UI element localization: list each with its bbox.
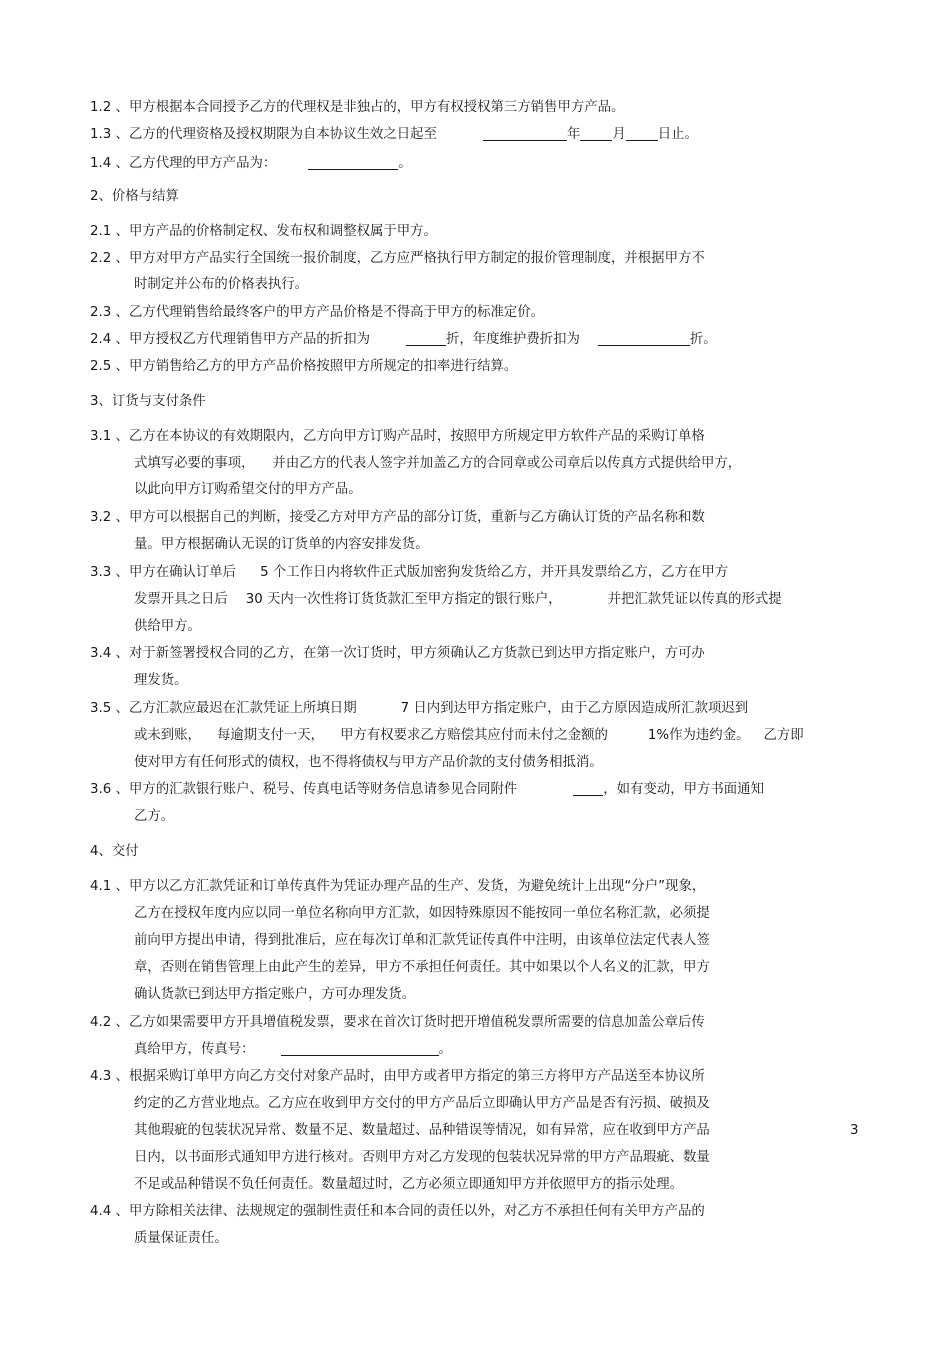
clause-4-3-cont4 — [134, 1176, 683, 1194]
period: 。 — [398, 156, 412, 171]
clause-text: 发票开具之日后 — [134, 592, 228, 607]
clause-text: 7 日内到达甲方指定账户，由于乙方原因造成所汇款项迟到 — [400, 701, 749, 716]
clause-text: 4.2 、乙方如果需要甲方开具增值税发票，要求在首次订货时把开增值税发票所需要的信息加盖公章后传 — [90, 1015, 705, 1030]
clause-text: 3.4 、对于新签署授权合同的乙方，在第一次订货时，甲方须确认乙方货款已到达甲方指定账户，方可办 — [90, 646, 705, 661]
clause-2-5 — [90, 358, 517, 376]
clause-4-3-cont — [134, 1095, 710, 1113]
clause-text: 不足或品种错误不负任何责任。数量超过时，乙方必须立即通知甲方并依照甲方的指示处理。 — [134, 1177, 684, 1192]
clause-text: 前向甲方提出申请，得到批准后，应在每次订单和汇款凭证传真件中注明，由该单位法定代表人签 — [134, 933, 710, 948]
clause-text: 2.2 、甲方对甲方产品实行全国统一报价制度，乙方应严格执行甲方制定的报价管理制度，并根据甲方不 — [90, 251, 705, 266]
clause-text: 乙方。 — [134, 809, 175, 824]
clause-3-1 — [90, 428, 705, 446]
clause-text: 并把汇款凭证以传真的形式提 — [607, 592, 782, 607]
clause-3-4 — [90, 645, 705, 663]
end-year-blank[interactable] — [483, 126, 567, 141]
clause-text: 3.3 、甲方在确认订单后 — [90, 565, 237, 580]
clause-text: 1%作为违约金。 — [647, 728, 750, 743]
clause-text: 理发货。 — [134, 673, 188, 688]
clause-4-3-cont3 — [134, 1149, 710, 1167]
clause-text: 甲方有权要求乙方赔偿其应付而未付之金额的 — [340, 728, 608, 743]
clause-4-4-cont — [134, 1230, 228, 1248]
clause-3-1-cont2 — [134, 481, 362, 499]
day-label: 日止。 — [657, 127, 698, 142]
clause-3-5 — [90, 700, 748, 718]
clause-text: 折。 — [689, 332, 717, 347]
period: 。 — [438, 1042, 452, 1057]
clause-text: 1.3 、乙方的代理资格及授权期限为自本协议生效之日起至 — [90, 127, 437, 142]
clause-text: 日内，以书面形式通知甲方进行核对。否则甲方对乙方发现的包装状况异常的甲方产品瑕疵、数量 — [134, 1150, 710, 1165]
clause-text: 质量保证责任。 — [134, 1231, 228, 1246]
section-title: 3、订货与支付条件 — [90, 394, 206, 409]
clause-text: 以此向甲方订购希望交付的甲方产品。 — [134, 482, 362, 497]
clause-2-1 — [90, 223, 437, 241]
clause-text: 2.4 、甲方授权乙方代理销售甲方产品的折扣为 — [90, 332, 370, 347]
clause-text: 2.5 、甲方销售给乙方的甲方产品价格按照甲方所规定的扣率进行结算。 — [90, 359, 518, 374]
clause-text: 2.1 、甲方产品的价格制定权、发布权和调整权属于甲方。 — [90, 224, 437, 239]
clause-text: 使对甲方有任何形式的债权，也不得将债权与甲方产品价款的支付债务相抵消。 — [134, 755, 603, 770]
clause-text: 每逾期支付一天， — [216, 728, 325, 743]
clause-3-2-cont — [134, 536, 429, 554]
days-number: 3 — [850, 1123, 859, 1138]
product-blank[interactable] — [308, 155, 398, 170]
clause-text: 3.6 、甲方的汇款银行账户、税号、传真电话等财务信息请参见合同附件 — [90, 782, 518, 797]
clause-3-5-cont2 — [134, 754, 603, 772]
clause-text: 30 天内一次性将订货货款汇至甲方指定的银行账户， — [245, 592, 562, 607]
clause-2-2 — [90, 250, 705, 268]
clause-4-3-cont2 — [134, 1122, 710, 1140]
maintenance-discount-blank[interactable] — [598, 331, 690, 346]
clause-text: 乙方在授权年度内应以同一单位名称向甲方汇款，如因特殊原因不能按同一单位名称汇款，必须提 — [134, 906, 710, 921]
clause-2-2-cont — [134, 276, 308, 294]
end-month-blank[interactable] — [580, 126, 612, 141]
clause-text: 折，年度维护费折扣为 — [445, 332, 580, 347]
clause-1-2 — [90, 99, 624, 117]
clause-text: 其他瑕疵的包装状况异常、数量不足、数量超过、品种错误等情况，如有异常，应在收到甲方产品 — [134, 1123, 710, 1138]
clause-4-2-cont — [134, 1041, 452, 1059]
section-3-heading — [90, 393, 206, 411]
clause-1-3 — [90, 126, 698, 144]
clause-3-3-cont2 — [134, 618, 201, 636]
clause-text: 约定的乙方营业地点。乙方应在收到甲方交付的甲方产品后立即确认甲方产品是否有污损、破损及 — [134, 1096, 710, 1111]
clause-text: ，如有变动，甲方书面通知 — [603, 782, 764, 797]
clause-text: 5 个工作日内将软件正式版加密狗发货给乙方，并开具发票给乙方，乙方在甲方 — [260, 565, 729, 580]
clause-text: 2.3 、乙方代理销售给最终客户的甲方产品价格是不得高于甲方的标准定价。 — [90, 305, 545, 320]
section-title: 4、交付 — [90, 844, 139, 859]
clause-3-1-cont — [134, 455, 741, 473]
section-title: 2、价格与结算 — [90, 189, 179, 204]
clause-text: 章，否则在销售管理上由此产生的差异，甲方不承担任何责任。其中如果以个人名义的汇款，甲方 — [134, 960, 710, 975]
clause-4-1-cont4 — [134, 986, 415, 1004]
clause-text: 4.3 、根据采购订单甲方向乙方交付对象产品时，由甲方或者甲方指定的第三方将甲方产品送至本协议所 — [90, 1069, 705, 1084]
clause-text: 供给甲方。 — [134, 619, 201, 634]
clause-4-1 — [90, 878, 705, 896]
discount-blank[interactable] — [406, 331, 446, 346]
appendix-blank[interactable] — [573, 781, 603, 796]
clause-3-6-cont — [134, 808, 174, 826]
clause-text: 3.5 、乙方汇款应最迟在汇款凭证上所填日期 — [90, 701, 357, 716]
clause-3-6 — [90, 781, 764, 799]
clause-3-3-cont — [134, 591, 782, 609]
year-label: 年 — [566, 127, 581, 142]
clause-4-1-cont3 — [134, 959, 710, 977]
clause-text: 1.4 、乙方代理的甲方产品为： — [90, 156, 277, 171]
clause-4-1-cont — [134, 905, 710, 923]
clause-text: 或未到账， — [134, 728, 201, 743]
clause-text: 3.2 、甲方可以根据自己的判断，接受乙方对甲方产品的部分订货，重新与乙方确认订货的产品名称和数 — [90, 510, 705, 525]
clause-1-4 — [90, 155, 412, 173]
clause-3-3 — [90, 564, 728, 582]
clause-text: 4.4 、甲方除相关法律、法规规定的强制性责任和本合同的责任以外，对乙方不承担任何有关甲方产品的 — [90, 1204, 705, 1219]
clause-text: 3.1 、乙方在本协议的有效期限内，乙方向甲方订购产品时，按照甲方所规定甲方软件产品的采购订单格 — [90, 429, 705, 444]
clause-3-2 — [90, 509, 705, 527]
clause-text: 并由乙方的代表人签字并加盖乙方的合同章或公司章后以传真方式提供给甲方， — [272, 456, 742, 471]
clause-text: 确认货款已到达甲方指定账户，方可办理发货。 — [134, 987, 416, 1002]
end-day-blank[interactable] — [626, 126, 658, 141]
clause-4-4 — [90, 1203, 705, 1221]
clause-4-3 — [90, 1068, 705, 1086]
section-4-heading — [90, 843, 139, 861]
clause-text: 4.1 、甲方以乙方汇款凭证和订单传真件为凭证办理产品的生产、发货，为避免统计上出现“分户”现象， — [90, 879, 706, 894]
section-2-heading — [90, 188, 179, 206]
fax-number-blank[interactable] — [281, 1041, 439, 1056]
clause-2-3 — [90, 304, 544, 322]
clause-2-4 — [90, 331, 717, 349]
clause-text: 量。甲方根据确认无误的订货单的内容安排发货。 — [134, 537, 429, 552]
clause-text: 1.2 、甲方根据本合同授予乙方的代理权是非独占的，甲方有权授权第三方销售甲方产品。 — [90, 100, 625, 115]
clause-3-4-cont — [134, 672, 188, 690]
clause-3-5-cont — [134, 727, 804, 745]
clause-4-2 — [90, 1014, 705, 1032]
clause-text: 时制定并公布的价格表执行。 — [134, 277, 309, 292]
clause-text: 式填写必要的事项， — [134, 456, 255, 471]
clause-text: 真给甲方，传真号： — [134, 1042, 255, 1057]
clause-4-1-cont2 — [134, 932, 710, 950]
clause-text: 乙方即 — [763, 728, 804, 743]
month-label: 月 — [612, 127, 626, 142]
clause-4-3-days-number — [850, 1122, 859, 1140]
